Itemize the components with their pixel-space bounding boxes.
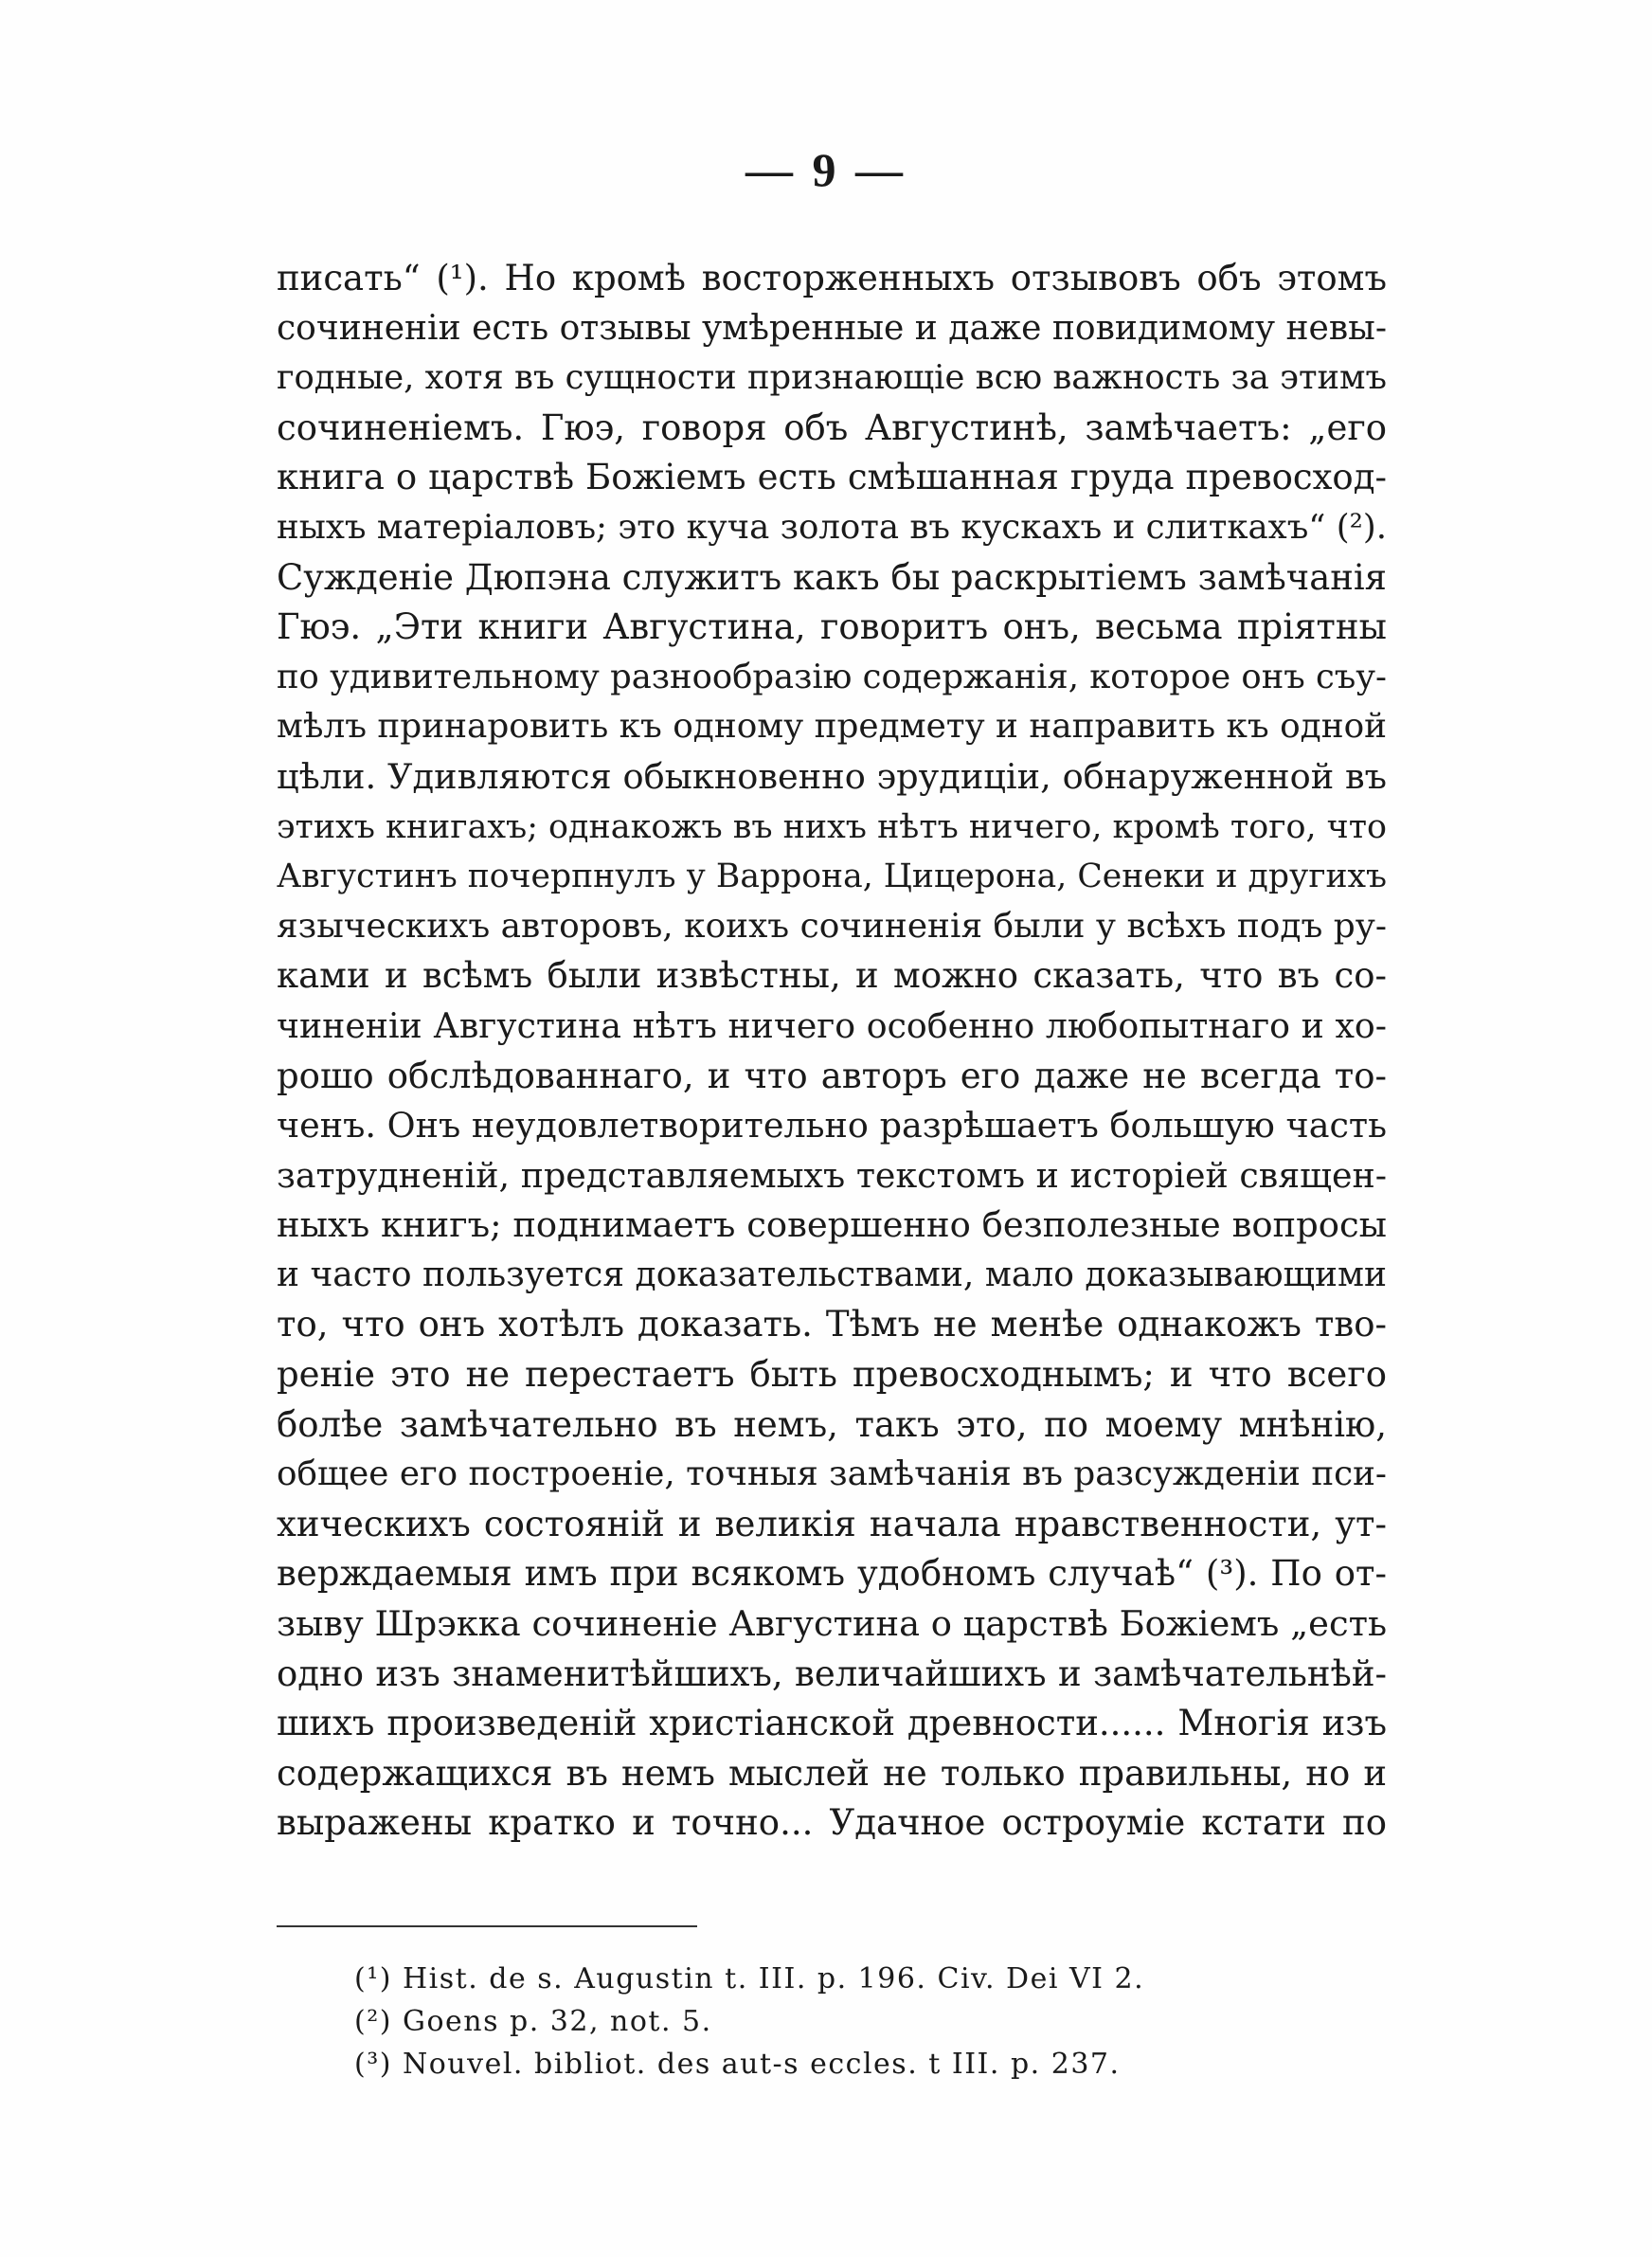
footnote-divider [277, 1925, 697, 1927]
footnote-text: Nouvel. bibliot. des aut-s eccles. t III. p. 237. [402, 2048, 1121, 2081]
footnote-mark: (³) [354, 2048, 392, 2081]
text-line: по удивительному разнообразію содержанія, которое онъ съу- [277, 657, 1387, 696]
text-line: языческихъ авторовъ, коихъ сочиненія были у всѣхъ подъ ру- [277, 906, 1387, 946]
text-line: чиненіи Августина нѣтъ ничего особенно любопытнаго и хо- [277, 1004, 1387, 1046]
footnote [354, 1958, 1144, 2000]
text-line: сочиненіи есть отзывы умѣренные и даже повидимому невы- [277, 308, 1387, 348]
text-line: мѣлъ принаровить къ одному предмету и направить къ одной [277, 707, 1388, 747]
text-line: ныхъ книгъ; поднимаетъ совершенно безполезные вопросы [277, 1204, 1387, 1246]
text-line: затрудненій, представляемыхъ текстомъ и исторіей священ- [277, 1154, 1387, 1196]
footnote [354, 2043, 1144, 2085]
text-line: зыву Шрэкка сочиненіе Августина о царствѣ Божіемъ „есть [277, 1603, 1387, 1645]
text-line: ками и всѣмъ были извѣстны, и можно сказать, что въ со- [277, 955, 1387, 997]
text-line: книга о царствѣ Божіемъ есть смѣшанная груда превосход- [277, 457, 1387, 498]
text-line: ныхъ матеріаловъ; это куча золота въ кускахъ и слиткахъ“ (²). [277, 507, 1387, 547]
footnote-text: Goens p. 32, not. 5. [402, 2005, 712, 2038]
text-line: реніе это не перестаетъ быть превосходнымъ; и что всего [277, 1354, 1387, 1396]
text-line: Сужденіе Дюпэна служитъ какъ бы раскрытіемъ замѣчанія [277, 556, 1387, 598]
text-line: хическихъ состояній и великія начала нравственности, ут- [277, 1503, 1387, 1544]
text-line: Гюэ. „Эти книги Августина, говоритъ онъ, весьма пріятны [277, 606, 1387, 648]
text-line: цѣли. Удивляются обыкновенно эрудиціи, обнаруженной въ [277, 755, 1387, 797]
footnote [354, 2000, 1144, 2043]
text-line: то, что онъ хотѣлъ доказать. Тѣмъ не менѣе однакожъ тво- [277, 1304, 1387, 1345]
text-line: болѣе замѣчательно въ немъ, такъ это, по моему мнѣнію, [277, 1403, 1387, 1445]
text-line: верждаемыя имъ при всякомъ удобномъ случаѣ“ (³). По от- [277, 1553, 1387, 1595]
body-text [277, 254, 1387, 1849]
footnote-mark: (²) [354, 2005, 392, 2038]
text-line: писать“ (¹). Но кромѣ восторженныхъ отзывовъ объ этомъ [277, 258, 1387, 298]
text-line: годные, хотя въ сущности признающіе всю важность за этимъ [277, 358, 1387, 398]
text-line: шихъ произведеній христіанской древности...... Многія изъ [277, 1703, 1387, 1744]
text-line: общее его построеніе, точныя замѣчанія въ разсужденіи пси- [277, 1454, 1387, 1494]
text-line: этихъ книгахъ; однакожъ въ нихъ нѣтъ ничего, кромѣ того, что [277, 807, 1387, 846]
text-line: сочиненіемъ. Гюэ, говоря объ Августинѣ, замѣчаетъ: „его [277, 406, 1387, 448]
footnote-text: Hist. de s. Augustin t. III. p. 196. Civ. Dei VI 2. [402, 1962, 1145, 1995]
text-line: ченъ. Онъ неудовлетворительно разрѣшаетъ большую часть [277, 1105, 1387, 1147]
text-line: содержащихся въ немъ мыслей не только правильны, но и [277, 1752, 1387, 1794]
footnotes [354, 1958, 1144, 2085]
text-line: выражены кратко и точно... Удачное остроуміе кстати по [277, 1802, 1387, 1844]
footnote-mark: (¹) [354, 1962, 392, 1995]
page-number: — 9 — [745, 143, 907, 196]
text-line: и часто пользуется доказательствами, мало доказывающими [277, 1255, 1387, 1294]
text-line: одно изъ знаменитѣйшихъ, величайшихъ и замѣчательнѣй- [277, 1652, 1387, 1694]
text-line: рошо обслѣдованнаго, и что авторъ его даже не всегда то- [277, 1055, 1387, 1096]
text-line: Августинъ почерпнулъ у Варрона, Цицерона, Сенеки и другихъ [277, 858, 1387, 896]
